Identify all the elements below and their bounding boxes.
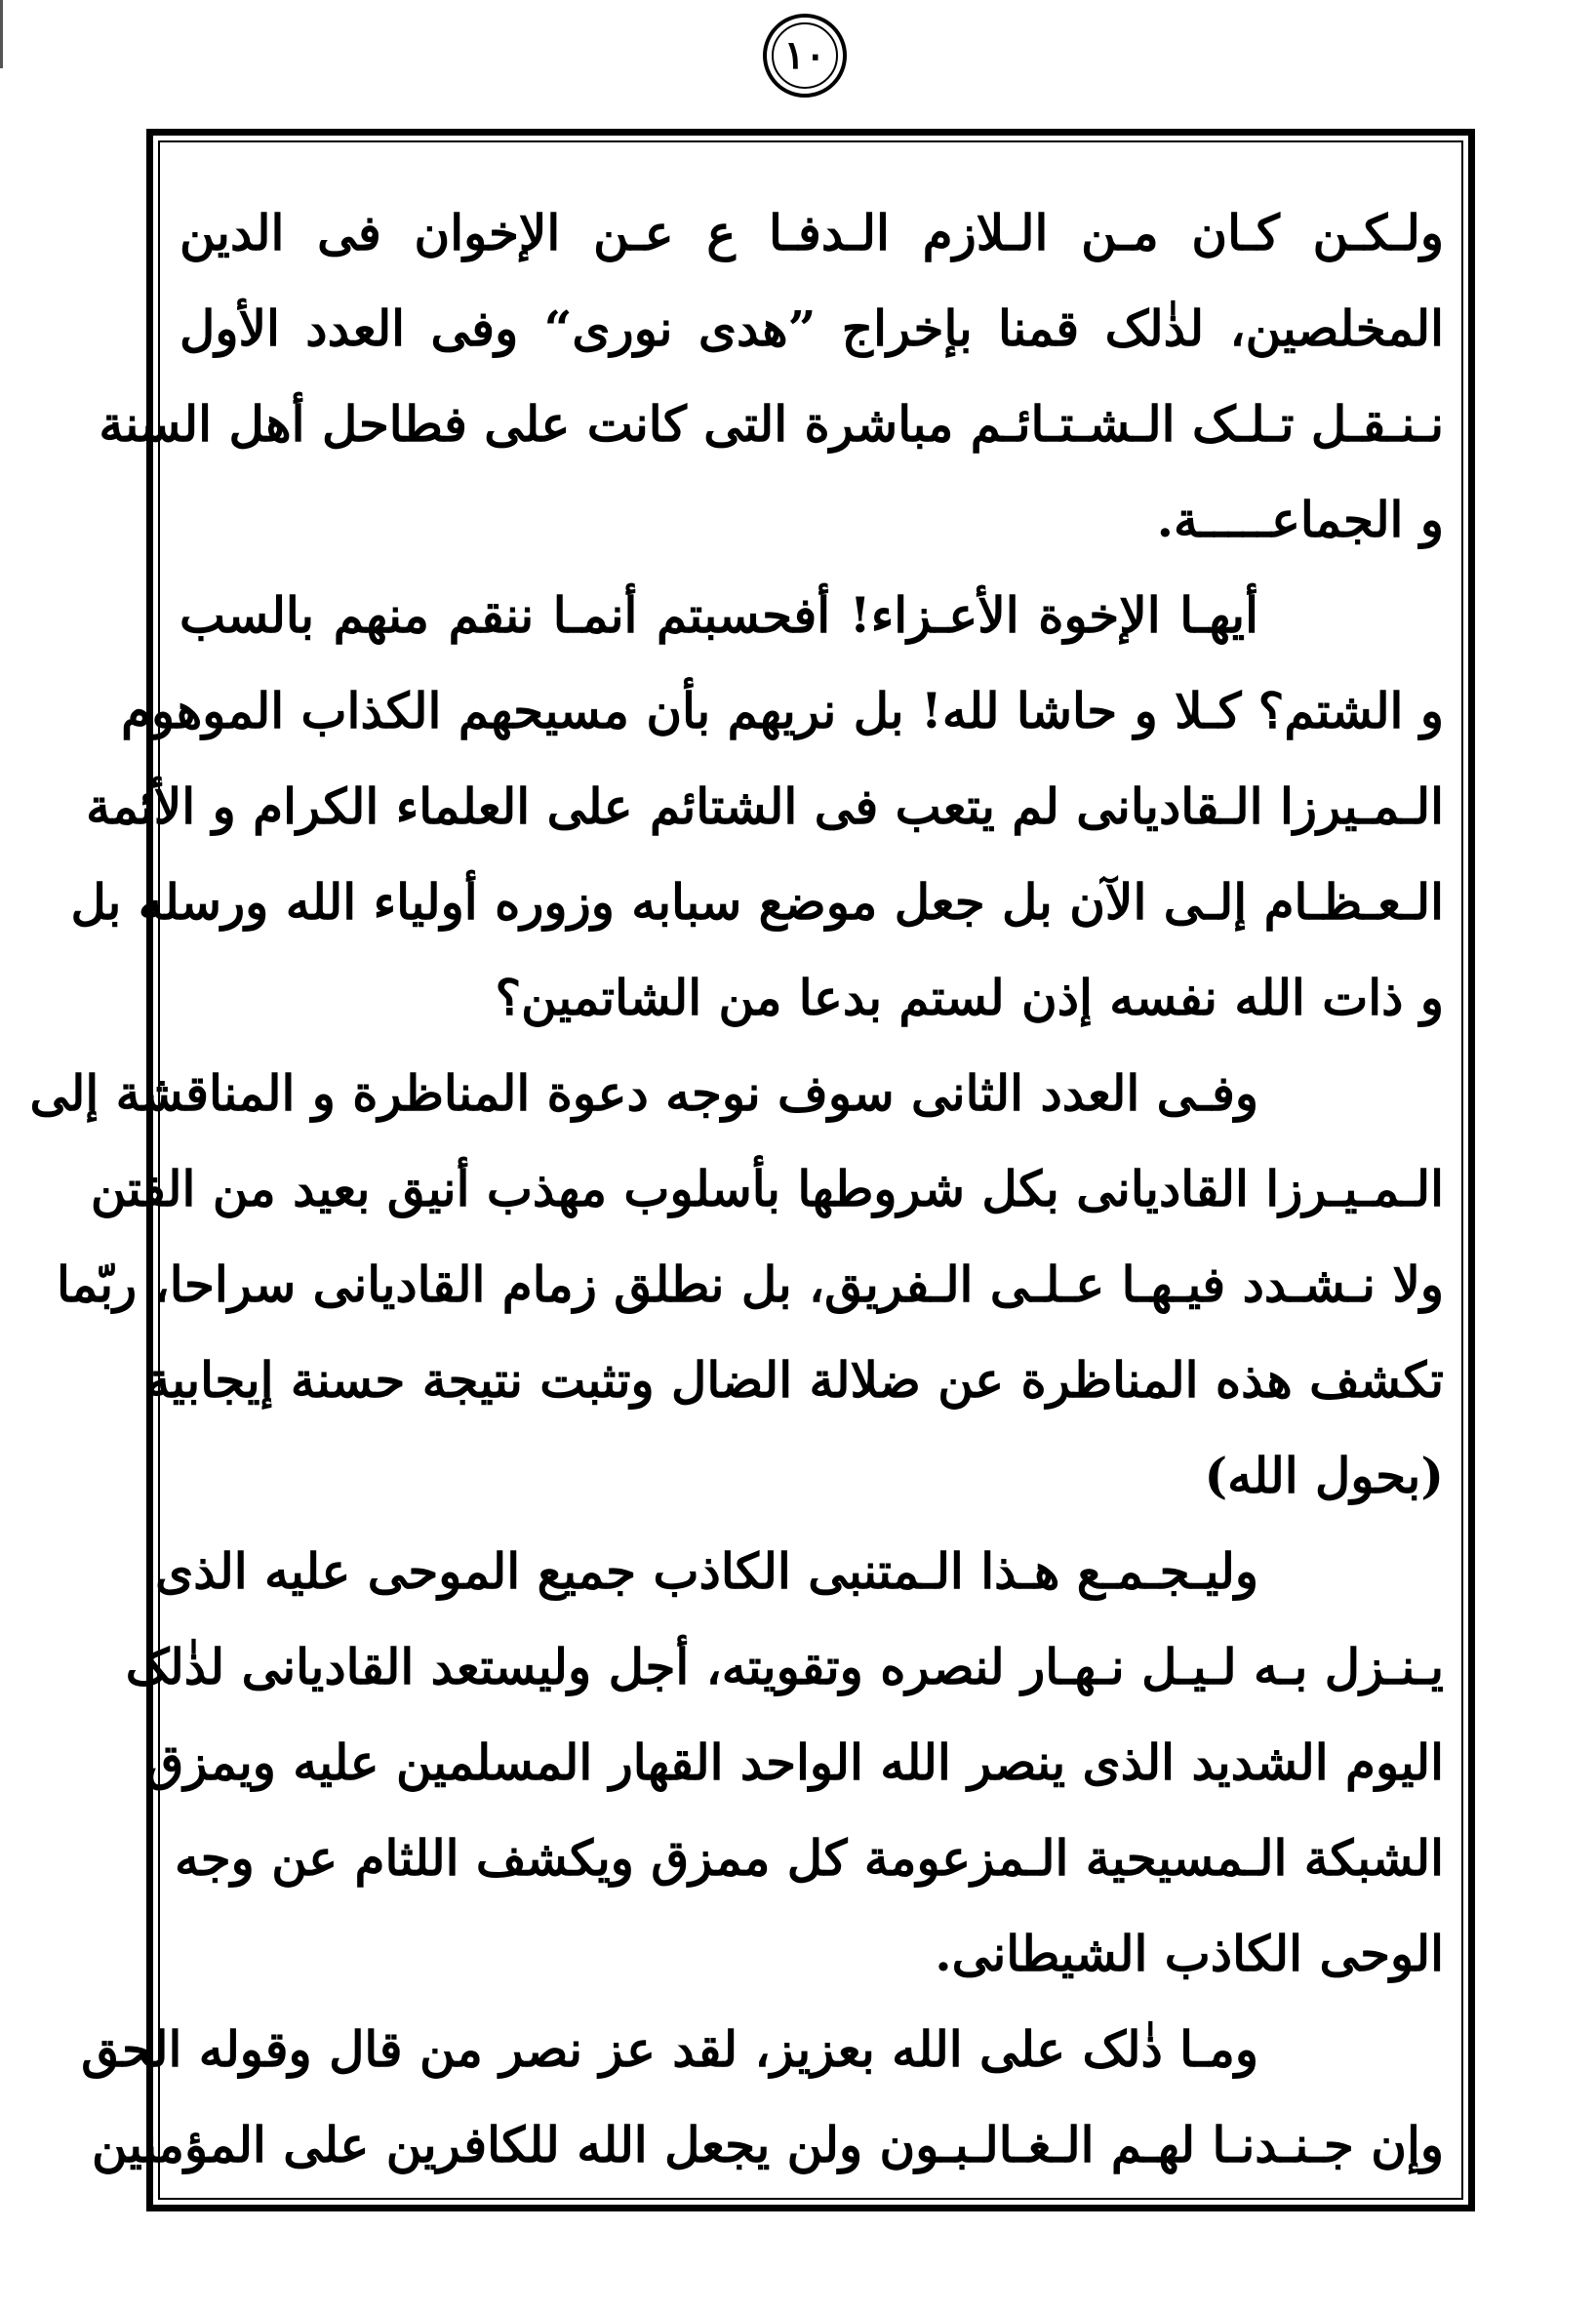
text-line: و ذات الله نفسه إذن لستم بدعا من الشاتمين؟ xyxy=(495,969,1444,1026)
page-number: ١٠ xyxy=(783,32,826,78)
text-line: و الشتم؟ كـلا و حاشا لله! بل نريهم بأن مسيحهم الكذاب الموهوم xyxy=(121,682,1444,739)
text-line: المخلصين، لذٰلک قمنا بإخراج ”هدی نوری“ وفى العدد الأول xyxy=(180,299,1444,357)
text-line: نـنـقـل تـلـک الـشـتـائـم مباشرة التی کانت علی فطاحل أهل السنة xyxy=(99,395,1444,453)
text-body xyxy=(29,185,1444,2193)
text-line: الـمـيـرزا القاديانى بكل شروطها بأسلوب مهذب أنيق بعيد من الفتن xyxy=(90,1160,1444,1217)
text-line: وإن جـنـدنـا لهـم الـغـالـبـون ولن يجعل الله للكافرين على المؤمنين xyxy=(91,2116,1444,2173)
text-line: اليوم الشديد الذى ينصر الله الواحد القهار المسلمين عليه ويمزق xyxy=(145,1733,1444,1791)
text-line: أيهـا الإخوة الأعـزاء! أفحسبتم أنمـا ننقم منهم بالسب xyxy=(180,586,1258,644)
text-line: يـنـزل بـه لـيـل نـهـار لنصره وتقويته، أجل وليستعد القاديانى لذٰلک xyxy=(125,1638,1444,1695)
text-line: و الجماعـــــة. xyxy=(1156,491,1444,548)
text-line: الـعـظـام إلـى الآن بل جعل موضع سبابه وزوره أولياء الله ورسله بل xyxy=(70,873,1444,931)
text-line: تكشف هذه المناظرة عن ضلالة الضال وتثبت نتيجة حسنة إيجابية xyxy=(145,1351,1444,1409)
text-line: ومـا ذٰلک على الله بعزيز، لقد عز نصر من قال وقوله الحق xyxy=(81,2020,1258,2078)
text-line: الوحى الكاذب الشيطانى. xyxy=(935,1925,1444,1982)
text-line: وفـى العدد الثانى سوف نوجه دعوة المناظرة و المناقشة إلى xyxy=(29,1064,1258,1122)
text-line: وليـجـمـع هـذا الـمتنبى الكاذب جميع الموحى عليه الذى xyxy=(155,1542,1258,1600)
text-line: الـمـيرزا الـقاديانى لم يتعب فى الشتائم على العلماء الكرام و الأئمة xyxy=(86,777,1444,835)
page-number-badge xyxy=(763,14,847,98)
text-line: ولا نـشـدد فيـهـا عـلـى الـفريق، بل نطلق زمام القاديانى سراحا، ربّما xyxy=(57,1255,1444,1313)
text-line: (بحول الله) xyxy=(1204,1447,1444,1504)
text-line: ولـكـن كـان مـن الـلازم الـدفـا ع عـن الإخوان فى الدين xyxy=(180,204,1444,261)
text-line: الشبكة الـمسيحية الـمزعومة كل ممزق ويكشف اللثام عن وجه xyxy=(174,1829,1444,1887)
scan-edge-mark xyxy=(0,0,3,68)
